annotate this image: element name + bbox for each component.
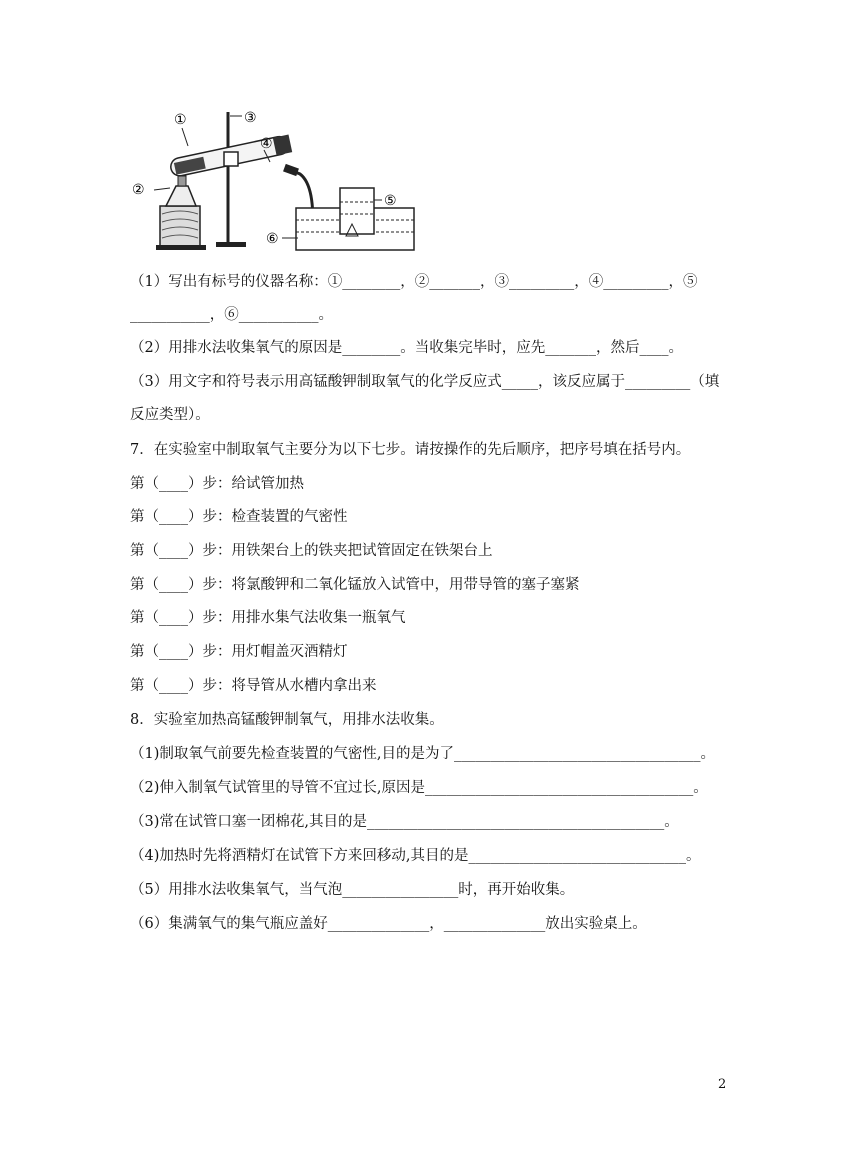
wooden-block <box>160 206 200 246</box>
q6-part3-line1: （3）用文字和符号表示用高锰酸钾制取氧气的化学反应式_____，该反应属于_________（填 <box>130 374 720 390</box>
q8-item: （2)伸入制氧气试管里的导管不宜过长,原因是_____________________________________。 <box>130 780 708 796</box>
q7-step: 第（____）步：用铁架台上的铁夹把试管固定在铁架台上 <box>130 543 493 559</box>
q8-item: （5）用排水法收集氧气，当气泡________________时，再开始收集。 <box>130 882 575 898</box>
label-5: ⑤ <box>384 193 397 209</box>
q7-step: 第（____）步：将导管从水槽内拿出来 <box>130 678 377 694</box>
label-3: ③ <box>244 110 257 126</box>
oxygen-apparatus-figure <box>126 108 426 256</box>
stand-base <box>216 242 246 247</box>
label-1: ① <box>174 112 187 128</box>
q8-item: （6）集满氧气的集气瓶应盖好______________，______________放出实验桌上。 <box>130 916 647 932</box>
label-2: ② <box>132 182 145 198</box>
q6-part1-line1: （1）写出有标号的仪器名称：①________，②_______，③_________，④_________，⑤ <box>130 274 698 290</box>
q7-step: 第（____）步：检查装置的气密性 <box>130 509 348 525</box>
page-number: 2 <box>718 1077 727 1092</box>
q6-part2: （2）用排水法收集氧气的原因是________。当收集完毕时，应先_______，然后____。 <box>130 340 683 356</box>
q6-part1-line2: ___________，⑥___________。 <box>130 307 333 323</box>
label-4: ④ <box>260 136 273 152</box>
q7-step: 第（____）步：用排水集气法收集一瓶氧气 <box>130 610 406 626</box>
gas-bottle <box>340 188 374 234</box>
q7-step: 第（____）步：给试管加热 <box>130 476 304 492</box>
q7-step: 第（____）步：用灯帽盖灭酒精灯 <box>130 644 348 660</box>
label-6: ⑥ <box>266 231 279 247</box>
q8-title: 8．实验室加热高锰酸钾制氧气，用排水法收集。 <box>130 712 444 728</box>
q7-title: 7．在实验室中制取氧气主要分为以下七步。请按操作的先后顺序，把序号填在括号内。 <box>130 442 691 458</box>
alcohol-lamp <box>166 186 196 206</box>
q8-item: （3)常在试管口塞一团棉花,其目的是_________________________________________。 <box>130 814 679 830</box>
clamp <box>224 152 238 166</box>
q6-part3-line2: 反应类型）。 <box>130 407 210 423</box>
q8-item: （4)加热时先将酒精灯在试管下方来回移动,其目的是______________________________。 <box>130 848 701 864</box>
q7-step: 第（____）步：将氯酸钾和二氧化锰放入试管中，用带导管的塞子塞紧 <box>130 577 580 593</box>
q8-item: （1)制取氧气前要先检查装置的气密性,目的是为了__________________________________。 <box>130 746 715 762</box>
